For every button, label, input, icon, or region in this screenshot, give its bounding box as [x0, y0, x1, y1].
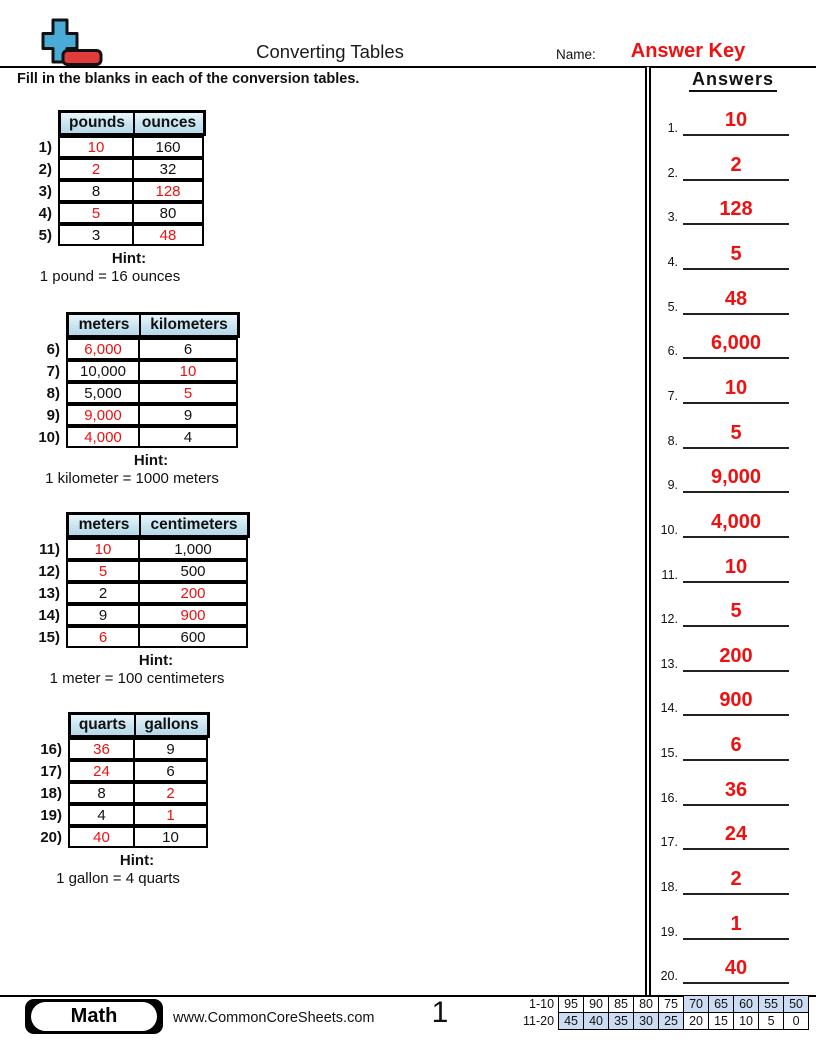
- answer-item: [650, 285, 789, 315]
- answer-value: 6: [98, 628, 108, 646]
- answer-number: 10.: [660, 522, 678, 537]
- score-cell: 90: [584, 996, 609, 1013]
- answer-item: [650, 240, 789, 270]
- problem-number: 17): [40, 762, 62, 780]
- subject-label: Math: [31, 1002, 157, 1031]
- table-row-box: [66, 560, 248, 582]
- hint-text: 1 gallon = 4 quarts: [56, 870, 180, 887]
- score-cell: 40: [584, 1013, 609, 1030]
- problem-number: 3): [38, 182, 52, 200]
- problem-number: 12): [38, 562, 60, 580]
- table-row-box: [68, 826, 208, 848]
- score-cell: 80: [634, 996, 659, 1013]
- answer-blank: 2: [683, 152, 789, 181]
- table-header-row: [22, 512, 252, 538]
- answer-blank: 5: [683, 598, 789, 627]
- answer-blank: 6: [683, 732, 789, 761]
- table-row-box: [58, 136, 204, 158]
- score-cell: 25: [659, 1013, 684, 1030]
- answer-number: 1.: [667, 121, 678, 135]
- answer-value: 10: [87, 138, 105, 156]
- score-cell: 30: [634, 1013, 659, 1030]
- table-row-box: [68, 782, 208, 804]
- given-value: 1,000: [138, 540, 246, 558]
- table-row: [22, 582, 252, 604]
- answer-item: [650, 106, 789, 136]
- answer-item: [650, 463, 789, 493]
- answer-item: [650, 553, 789, 583]
- answer-number: 19.: [660, 924, 678, 939]
- table-row: [22, 360, 242, 382]
- table-row-box: [66, 604, 248, 626]
- problem-number: 20): [40, 828, 62, 846]
- table-row: [22, 404, 242, 426]
- problem-number: 10): [38, 428, 60, 446]
- score-cell: 70: [684, 996, 709, 1013]
- table-row: [22, 604, 252, 626]
- score-cell: 15: [709, 1013, 734, 1030]
- problem-number: 1): [38, 138, 52, 156]
- answer-number: 13.: [660, 656, 678, 671]
- answer-blank: 5: [683, 420, 789, 449]
- answer-value: 10: [138, 362, 236, 380]
- table-row-box: [66, 626, 248, 648]
- column-header: meters: [78, 516, 130, 533]
- answer-number: 2.: [667, 165, 678, 180]
- answer-blank: 128: [683, 196, 789, 225]
- table-row: [24, 826, 212, 848]
- answer-item: [650, 954, 789, 984]
- answer-number: 9.: [667, 478, 678, 493]
- score-cell: 95: [559, 996, 584, 1013]
- answer-number: 14.: [660, 701, 678, 716]
- table-row-box: [68, 738, 208, 760]
- problem-number: 15): [38, 628, 60, 646]
- score-grid: [523, 995, 809, 1030]
- answer-item: [650, 910, 789, 940]
- problem-number: 4): [38, 204, 52, 222]
- answer-value: 48: [132, 226, 202, 244]
- score-cell: 20: [684, 1013, 709, 1030]
- answer-value: 9,000: [84, 406, 122, 424]
- answer-blank: 48: [683, 286, 789, 315]
- table-row: [14, 202, 206, 224]
- given-value: 9: [133, 740, 206, 758]
- answer-blank: 2: [683, 866, 789, 895]
- score-cell: 75: [659, 996, 684, 1013]
- column-header: gallons: [134, 715, 207, 735]
- table-row: [24, 782, 212, 804]
- score-grid-row: [523, 1013, 809, 1030]
- table-row-box: [66, 382, 238, 404]
- answer-blank: 5: [683, 241, 789, 270]
- name-label: Name:: [556, 47, 596, 62]
- column-header: kilometers: [139, 315, 237, 335]
- answer-value: 2: [91, 160, 101, 178]
- answer-value: 200: [138, 584, 246, 602]
- answer-number: 6.: [667, 344, 678, 359]
- given-value: 5,000: [84, 384, 122, 402]
- given-value: 32: [132, 160, 202, 178]
- table-row: [24, 738, 212, 760]
- column-header: ounces: [133, 113, 203, 133]
- answer-number: 5.: [667, 299, 678, 314]
- conversion-table: [24, 712, 212, 887]
- table-row: [24, 760, 212, 782]
- answer-blank: 36: [683, 777, 789, 806]
- table-row: [14, 158, 206, 180]
- answer-value: 5: [98, 562, 108, 580]
- given-value: 6: [138, 340, 236, 358]
- table-row-box: [68, 804, 208, 826]
- score-cell: 85: [609, 996, 634, 1013]
- answer-blank: 24: [683, 821, 789, 850]
- problem-number: 13): [38, 584, 60, 602]
- website-link: www.CommonCoreSheets.com: [173, 1010, 375, 1026]
- answer-value: 10: [94, 540, 112, 558]
- given-value: 9: [98, 606, 108, 624]
- answer-number: 11.: [661, 567, 678, 582]
- problem-number: 9): [46, 406, 60, 424]
- answer-value: 40: [93, 828, 110, 846]
- hint-label: Hint:: [138, 652, 174, 669]
- score-cell: 5: [759, 1013, 784, 1030]
- given-value: 500: [138, 562, 246, 580]
- table-row: [22, 338, 242, 360]
- plus-minus-icon: [30, 13, 110, 69]
- column-header: pounds: [69, 114, 125, 131]
- answer-blank: 4,000: [683, 509, 789, 538]
- problem-number: 16): [40, 740, 62, 758]
- score-cell: 45: [559, 1013, 584, 1030]
- answer-value: 5: [138, 384, 236, 402]
- answers-heading-text: Answers: [689, 69, 777, 92]
- table-row-box: [68, 760, 208, 782]
- answer-blank: 1: [683, 911, 789, 940]
- page-title: Converting Tables: [256, 41, 404, 62]
- table-row: [22, 538, 252, 560]
- given-value: 10,000: [80, 362, 126, 380]
- answer-blank: 10: [683, 375, 789, 404]
- table-header-box: [58, 110, 206, 136]
- answer-value: 2: [133, 784, 206, 802]
- answer-blank: 6,000: [683, 330, 789, 359]
- answer-item: [650, 865, 789, 895]
- problem-number: 19): [40, 806, 62, 824]
- answer-item: [650, 776, 789, 806]
- score-grid-row: [523, 996, 809, 1013]
- table-row-box: [58, 202, 204, 224]
- conversion-table: [14, 110, 206, 285]
- table-row-box: [66, 538, 248, 560]
- score-cell: 65: [709, 996, 734, 1013]
- answer-number: 7.: [667, 388, 678, 403]
- table-row: [22, 626, 252, 648]
- answer-item: [650, 374, 789, 404]
- table-row: [24, 804, 212, 826]
- table-row-box: [58, 224, 204, 246]
- answer-item: [650, 419, 789, 449]
- name-value: Answer Key: [630, 40, 746, 62]
- answer-item: [650, 597, 789, 627]
- given-value: 8: [97, 784, 106, 802]
- table-row: [22, 382, 242, 404]
- table-header-row: [22, 312, 242, 338]
- answer-number: 4.: [667, 254, 678, 269]
- answer-blank: 9,000: [683, 464, 789, 493]
- table-row-box: [66, 338, 238, 360]
- table-header-row: [24, 712, 212, 738]
- answer-value: 900: [138, 606, 246, 624]
- hint-text: 1 pound = 16 ounces: [39, 268, 181, 285]
- answer-item: [650, 195, 789, 225]
- table-row: [14, 224, 206, 246]
- column-header: meters: [78, 316, 130, 333]
- answer-blank: 10: [683, 554, 789, 583]
- answer-item: [650, 151, 789, 181]
- hint-label: Hint:: [119, 852, 155, 869]
- conversion-table: [22, 512, 252, 687]
- problem-number: 5): [38, 226, 52, 244]
- score-cell: 0: [784, 1013, 809, 1030]
- answer-item: [650, 686, 789, 716]
- given-value: 4: [138, 428, 236, 446]
- problem-number: 14): [38, 606, 60, 624]
- table-header-box: [68, 712, 210, 738]
- score-cell: 10: [734, 1013, 759, 1030]
- table-row: [14, 136, 206, 158]
- answer-item: [650, 508, 789, 538]
- table-header-box: [66, 312, 240, 338]
- answer-number: 20.: [660, 969, 678, 984]
- answer-number: 17.: [660, 835, 678, 850]
- score-range-label: 1-10: [529, 997, 555, 1011]
- answer-item: [650, 329, 789, 359]
- table-row: [22, 426, 242, 448]
- answer-item: [650, 820, 789, 850]
- problem-number: 6): [46, 340, 60, 358]
- given-value: 4: [97, 806, 106, 824]
- hint-label: Hint:: [111, 250, 147, 267]
- answer-number: 3.: [667, 210, 678, 225]
- column-header: centimeters: [139, 515, 247, 535]
- given-value: 600: [138, 628, 246, 646]
- score-cell: 55: [759, 996, 784, 1013]
- subject-badge: [25, 999, 163, 1034]
- score-range-label: 11-20: [523, 1014, 555, 1028]
- table-row-box: [58, 158, 204, 180]
- given-value: 9: [138, 406, 236, 424]
- page-number: 1: [431, 996, 449, 1029]
- answer-value: 24: [93, 762, 110, 780]
- given-value: 6: [133, 762, 206, 780]
- hint-text: 1 kilometer = 1000 meters: [45, 470, 219, 487]
- answer-blank: 40: [683, 955, 789, 984]
- answer-blank: 10: [683, 107, 789, 136]
- problem-number: 7): [46, 362, 60, 380]
- instructions-text: Fill in the blanks in each of the conversion tables.: [17, 71, 360, 87]
- given-value: 3: [91, 226, 101, 244]
- table-header-box: [66, 512, 250, 538]
- answer-value: 36: [93, 740, 110, 758]
- given-value: 8: [91, 182, 101, 200]
- problem-number: 2): [38, 160, 52, 178]
- table-row: [22, 560, 252, 582]
- column-header: quarts: [78, 716, 127, 733]
- answer-blank: 200: [683, 643, 789, 672]
- score-cell: 35: [609, 1013, 634, 1030]
- given-value: 2: [98, 584, 108, 602]
- table-row: [14, 180, 206, 202]
- given-value: 10: [133, 828, 206, 846]
- problem-number: 11): [39, 540, 60, 558]
- problem-number: 18): [40, 784, 62, 802]
- answer-value: 6,000: [84, 340, 122, 358]
- hint-text: 1 meter = 100 centimeters: [49, 670, 225, 687]
- table-row-box: [66, 426, 238, 448]
- answer-value: 4,000: [84, 428, 122, 446]
- answer-value: 5: [91, 204, 101, 222]
- answer-blank: 900: [683, 687, 789, 716]
- answers-panel: [650, 0, 816, 1000]
- hint-label: Hint:: [133, 452, 169, 469]
- table-row-box: [58, 180, 204, 202]
- table-header-row: [14, 110, 206, 136]
- answer-number: 16.: [660, 790, 678, 805]
- answer-number: 12.: [660, 612, 678, 627]
- answer-number: 18.: [660, 880, 678, 895]
- table-row-box: [66, 582, 248, 604]
- answer-value: 128: [132, 182, 202, 200]
- problem-number: 8): [46, 384, 60, 402]
- answer-value: 1: [133, 806, 206, 824]
- answer-number: 8.: [667, 433, 678, 448]
- score-cell: 50: [784, 996, 809, 1013]
- answer-number: 15.: [660, 746, 678, 761]
- answer-item: [650, 731, 789, 761]
- answer-item: [650, 642, 789, 672]
- given-value: 160: [132, 138, 202, 156]
- score-cell: 60: [734, 996, 759, 1013]
- table-row-box: [66, 360, 238, 382]
- conversion-table: [22, 312, 242, 487]
- given-value: 80: [132, 204, 202, 222]
- table-row-box: [66, 404, 238, 426]
